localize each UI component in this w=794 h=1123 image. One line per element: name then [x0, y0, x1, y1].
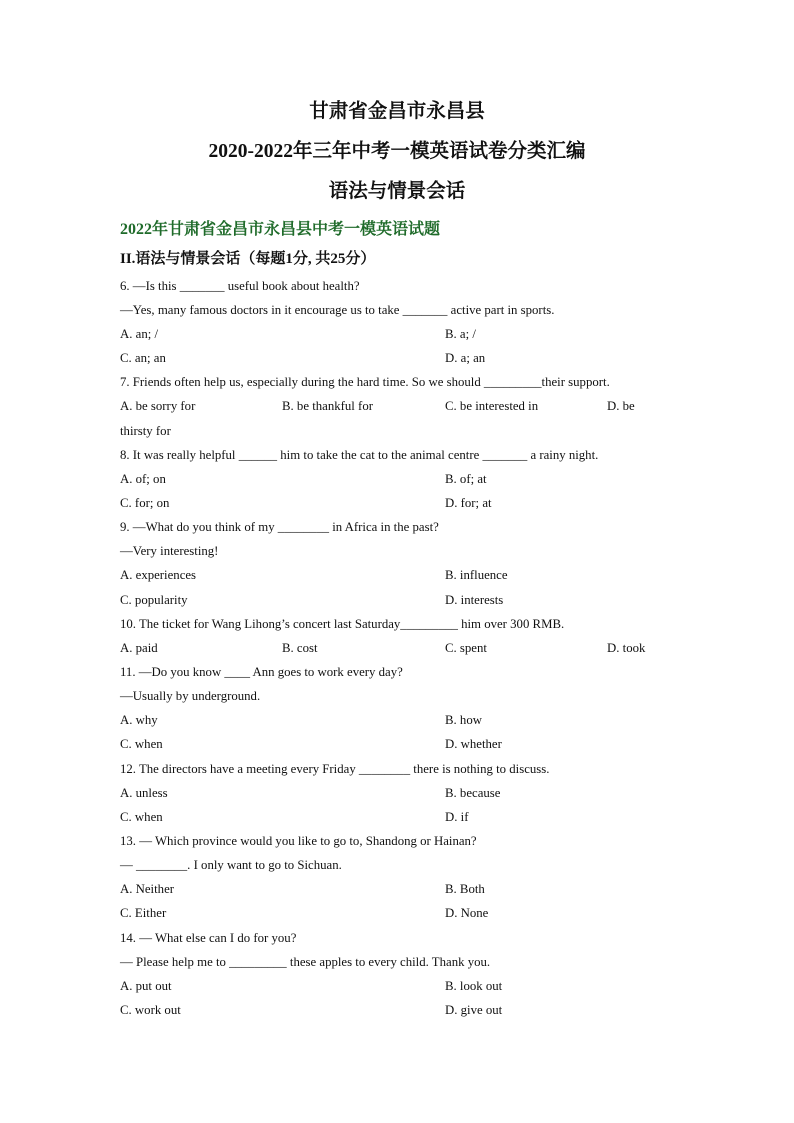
question-12-option-b: B. because: [445, 786, 501, 800]
question-12-option-d: D. if: [445, 810, 469, 824]
question-8-option-a: A. of; on: [120, 472, 166, 486]
question-9-option-d: D. interests: [445, 593, 504, 607]
question-13-option-a: A. Neither: [120, 882, 175, 896]
question-11-option-a: A. why: [120, 713, 158, 727]
question-14-option-c: C. work out: [120, 1003, 181, 1017]
question-14-stem-reply: — Please help me to _________ these apples to every child. Thank you.: [120, 955, 491, 969]
question-10-option-c: C. spent: [445, 641, 487, 655]
question-11-option-b: B. how: [445, 713, 482, 727]
question-14-stem: 14. — What else can I do for you?: [120, 931, 297, 945]
question-8-stem: 8. It was really helpful ______ him to take the cat to the animal centre _______ a rainy night.: [120, 448, 599, 462]
question-11-option-d: D. whether: [445, 737, 502, 751]
question-10-option-a: A. paid: [120, 641, 158, 655]
question-8-option-c: C. for; on: [120, 496, 170, 510]
question-14-option-b: B. look out: [445, 979, 503, 993]
question-13-stem-reply: — ________. I only want to go to Sichuan.: [120, 858, 342, 872]
part-title: II.语法与情景会话（每题1分, 共25分）: [120, 251, 376, 267]
question-13-option-d: D. None: [445, 906, 489, 920]
section-title: 2022年甘肃省金昌市永昌县中考一模英语试题: [120, 221, 441, 238]
question-9-option-b: B. influence: [445, 568, 508, 582]
question-6-stem-reply: —Yes, many famous doctors in it encourage us to take _______ active part in sports.: [120, 303, 555, 317]
question-10-option-b: B. cost: [282, 641, 318, 655]
question-10-option-d: D. took: [607, 641, 646, 655]
document-title-line3: 语法与情景会话: [328, 181, 466, 202]
question-6-option-b: B. a; /: [445, 327, 476, 341]
question-7-stem: 7. Friends often help us, especially during the hard time. So we should _________their support.: [120, 375, 610, 389]
question-9-option-c: C. popularity: [120, 593, 188, 607]
document-title-line1: 甘肃省金昌市永昌县: [309, 101, 485, 122]
question-6-option-c: C. an; an: [120, 351, 166, 365]
question-7-option-d-continued: thirsty for: [120, 424, 171, 438]
question-8-option-b: B. of; at: [445, 472, 487, 486]
question-10-stem: 10. The ticket for Wang Lihong’s concert last Saturday_________ him over 300 RMB.: [120, 617, 565, 631]
question-7-option-d: D. be: [607, 399, 635, 413]
question-8-option-d: D. for; at: [445, 496, 492, 510]
document-title-line2: 2020-2022年三年中考一模英语试卷分类汇编: [208, 141, 586, 162]
question-11-stem: 11. —Do you know ____ Ann goes to work every day?: [120, 665, 403, 679]
question-12-option-c: C. when: [120, 810, 163, 824]
question-12-stem: 12. The directors have a meeting every Friday ________ there is nothing to discuss.: [120, 762, 550, 776]
question-14-option-a: A. put out: [120, 979, 172, 993]
question-9-stem-reply: —Very interesting!: [120, 544, 219, 558]
question-13-option-b: B. Both: [445, 882, 485, 896]
question-7-option-c: C. be interested in: [445, 399, 539, 413]
question-11-option-c: C. when: [120, 737, 163, 751]
question-9-option-a: A. experiences: [120, 568, 197, 582]
question-13-option-c: C. Either: [120, 906, 167, 920]
question-11-stem-reply: —Usually by underground.: [120, 689, 261, 703]
question-12-option-a: A. unless: [120, 786, 168, 800]
question-7-option-a: A. be sorry for: [120, 399, 196, 413]
question-14-option-d: D. give out: [445, 1003, 503, 1017]
question-6-option-a: A. an; /: [120, 327, 159, 341]
question-13-stem: 13. — Which province would you like to go to, Shandong or Hainan?: [120, 834, 477, 848]
question-6-option-d: D. a; an: [445, 351, 486, 365]
question-7-option-b: B. be thankful for: [282, 399, 373, 413]
question-9-stem: 9. —What do you think of my ________ in Africa in the past?: [120, 520, 439, 534]
question-6-stem: 6. —Is this _______ useful book about health?: [120, 279, 360, 293]
